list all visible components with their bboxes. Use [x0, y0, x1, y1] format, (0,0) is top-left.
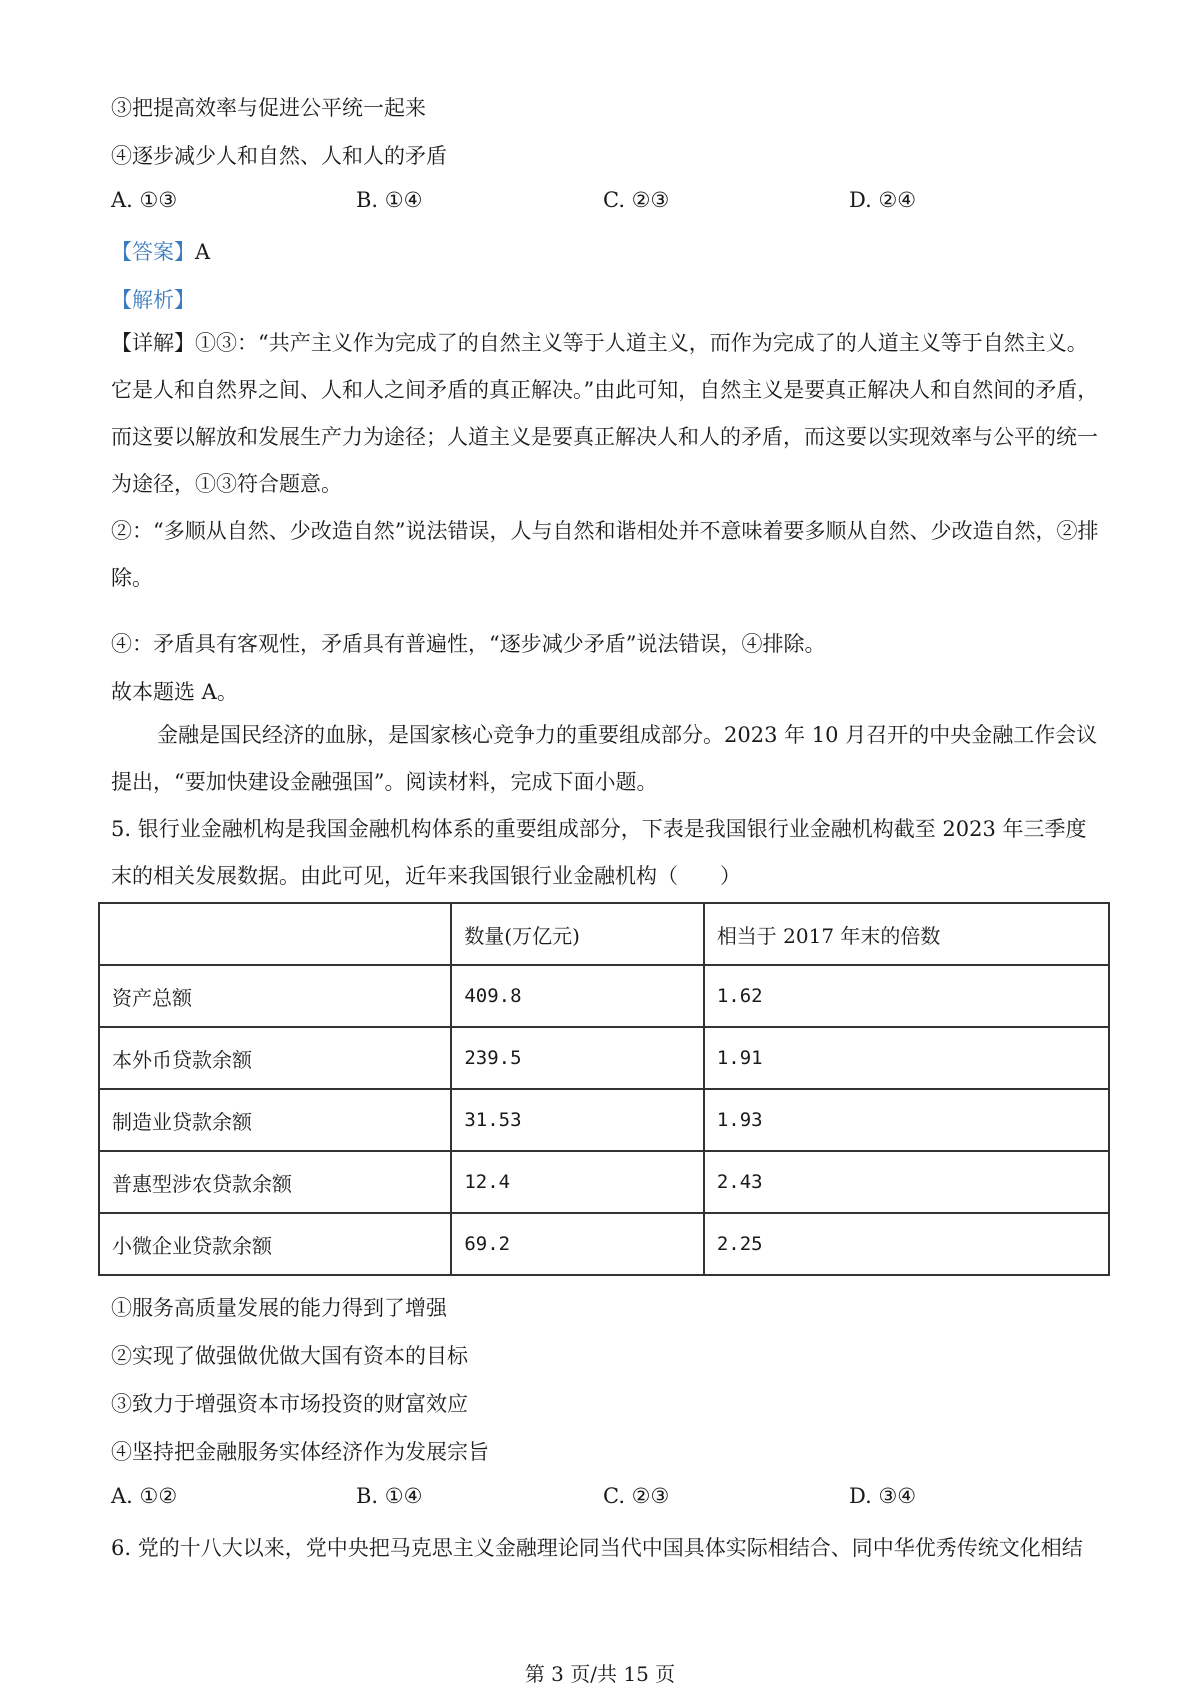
answer-line: [111, 236, 210, 266]
table-header-cell: 数量(万亿元): [451, 903, 704, 965]
table-header-cell: [99, 903, 451, 965]
q4-choice-a: A. ①③: [111, 188, 178, 212]
table-header-row: [99, 903, 1109, 965]
table-cell: 1.62: [704, 965, 1109, 1027]
q4-choice-d: D. ②④: [849, 188, 917, 212]
q5-option-3: ③致力于增强资本市场投资的财富效应: [111, 1392, 468, 1416]
table-cell: 资产总额: [99, 965, 451, 1027]
table-cell: 制造业贷款余额: [99, 1089, 451, 1151]
table-row: [99, 1089, 1109, 1151]
q4-option-4: ④逐步减少人和自然、人和人的矛盾: [111, 144, 447, 168]
table-cell: 12.4: [451, 1151, 704, 1213]
table-cell: 31.53: [451, 1089, 704, 1151]
q5-option-4: ④坚持把金融服务实体经济作为发展宗旨: [111, 1440, 489, 1464]
q5-choice-a: A. ①②: [111, 1484, 178, 1508]
answer-tag: 【答案】: [111, 240, 195, 264]
table-cell: 2.25: [704, 1213, 1109, 1275]
table-cell: 普惠型涉农贷款余额: [99, 1151, 451, 1213]
page-footer: 第 3 页/共 15 页: [524, 1662, 676, 1686]
table-row: [99, 1213, 1109, 1275]
table-header-cell: 相当于 2017 年末的倍数: [704, 903, 1109, 965]
q6-stem: 6. 党的十八大以来，党中央把马克思主义金融理论同当代中国具体实际相结合、同中华优秀传统文化相结: [111, 1536, 1083, 1560]
answer-value: A: [195, 240, 211, 264]
table-cell: 小微企业贷款余额: [99, 1213, 451, 1275]
q4-choice-b: B. ①④: [356, 188, 423, 212]
q4-choice-c: C. ②③: [603, 188, 670, 212]
q5-option-1: ①服务高质量发展的能力得到了增强: [111, 1296, 447, 1320]
material-intro: 金融是国民经济的血脉，是国家核心竞争力的重要组成部分。2023 年 10 月召开的中央金融工作会议提出，“要加快建设金融强国”。阅读材料，完成下面小题。: [111, 723, 1098, 794]
bank-data-table: [98, 902, 1110, 1276]
table-cell: 409.8: [451, 965, 704, 1027]
detail-paragraph: 【详解】①③：“共产主义作为完成了的自然主义等于人道主义，而作为完成了的人道主义等于自然主义。它是人和自然界之间、人和人之间矛盾的真正解决。”由此可知，自然主义是要真正解决人和自然间的矛盾，而这要以解放和发展生产力为途径；人道主义是要真正解决人和人的矛盾，而这要以实现效率与公平的统一为途径，①③符合题意。: [111, 331, 1099, 496]
q4-option-3: ③把提高效率与促进公平统一起来: [111, 96, 426, 120]
table-row: [99, 965, 1109, 1027]
table-cell: 本外币贷款余额: [99, 1027, 451, 1089]
q5-option-2: ②实现了做强做优做大国有资本的目标: [111, 1344, 468, 1368]
note-option-4: ④：矛盾具有客观性，矛盾具有普遍性，“逐步减少矛盾”说法错误，④排除。: [111, 632, 826, 656]
q5-stem: 5. 银行业金融机构是我国金融机构体系的重要组成部分，下表是我国银行业金融机构截至 2023 年三季度末的相关发展数据。由此可见，近年来我国银行业金融机构（ ）: [111, 817, 1087, 888]
q5-choice-d: D. ③④: [849, 1484, 917, 1508]
analysis-tag: 【解析】: [111, 288, 195, 312]
table-cell: 2.43: [704, 1151, 1109, 1213]
conclusion: 故本题选 A。: [111, 680, 238, 704]
table-cell: 1.93: [704, 1089, 1109, 1151]
table-cell: 69.2: [451, 1213, 704, 1275]
q5-choice-b: B. ①④: [356, 1484, 423, 1508]
q5-choice-c: C. ②③: [603, 1484, 670, 1508]
table-row: [99, 1027, 1109, 1089]
note-option-2: ②：“多顺从自然、少改造自然”说法错误，人与自然和谐相处并不意味着要多顺从自然、少改造自然，②排除。: [111, 519, 1099, 590]
table-cell: 1.91: [704, 1027, 1109, 1089]
table-row: [99, 1151, 1109, 1213]
table-cell: 239.5: [451, 1027, 704, 1089]
